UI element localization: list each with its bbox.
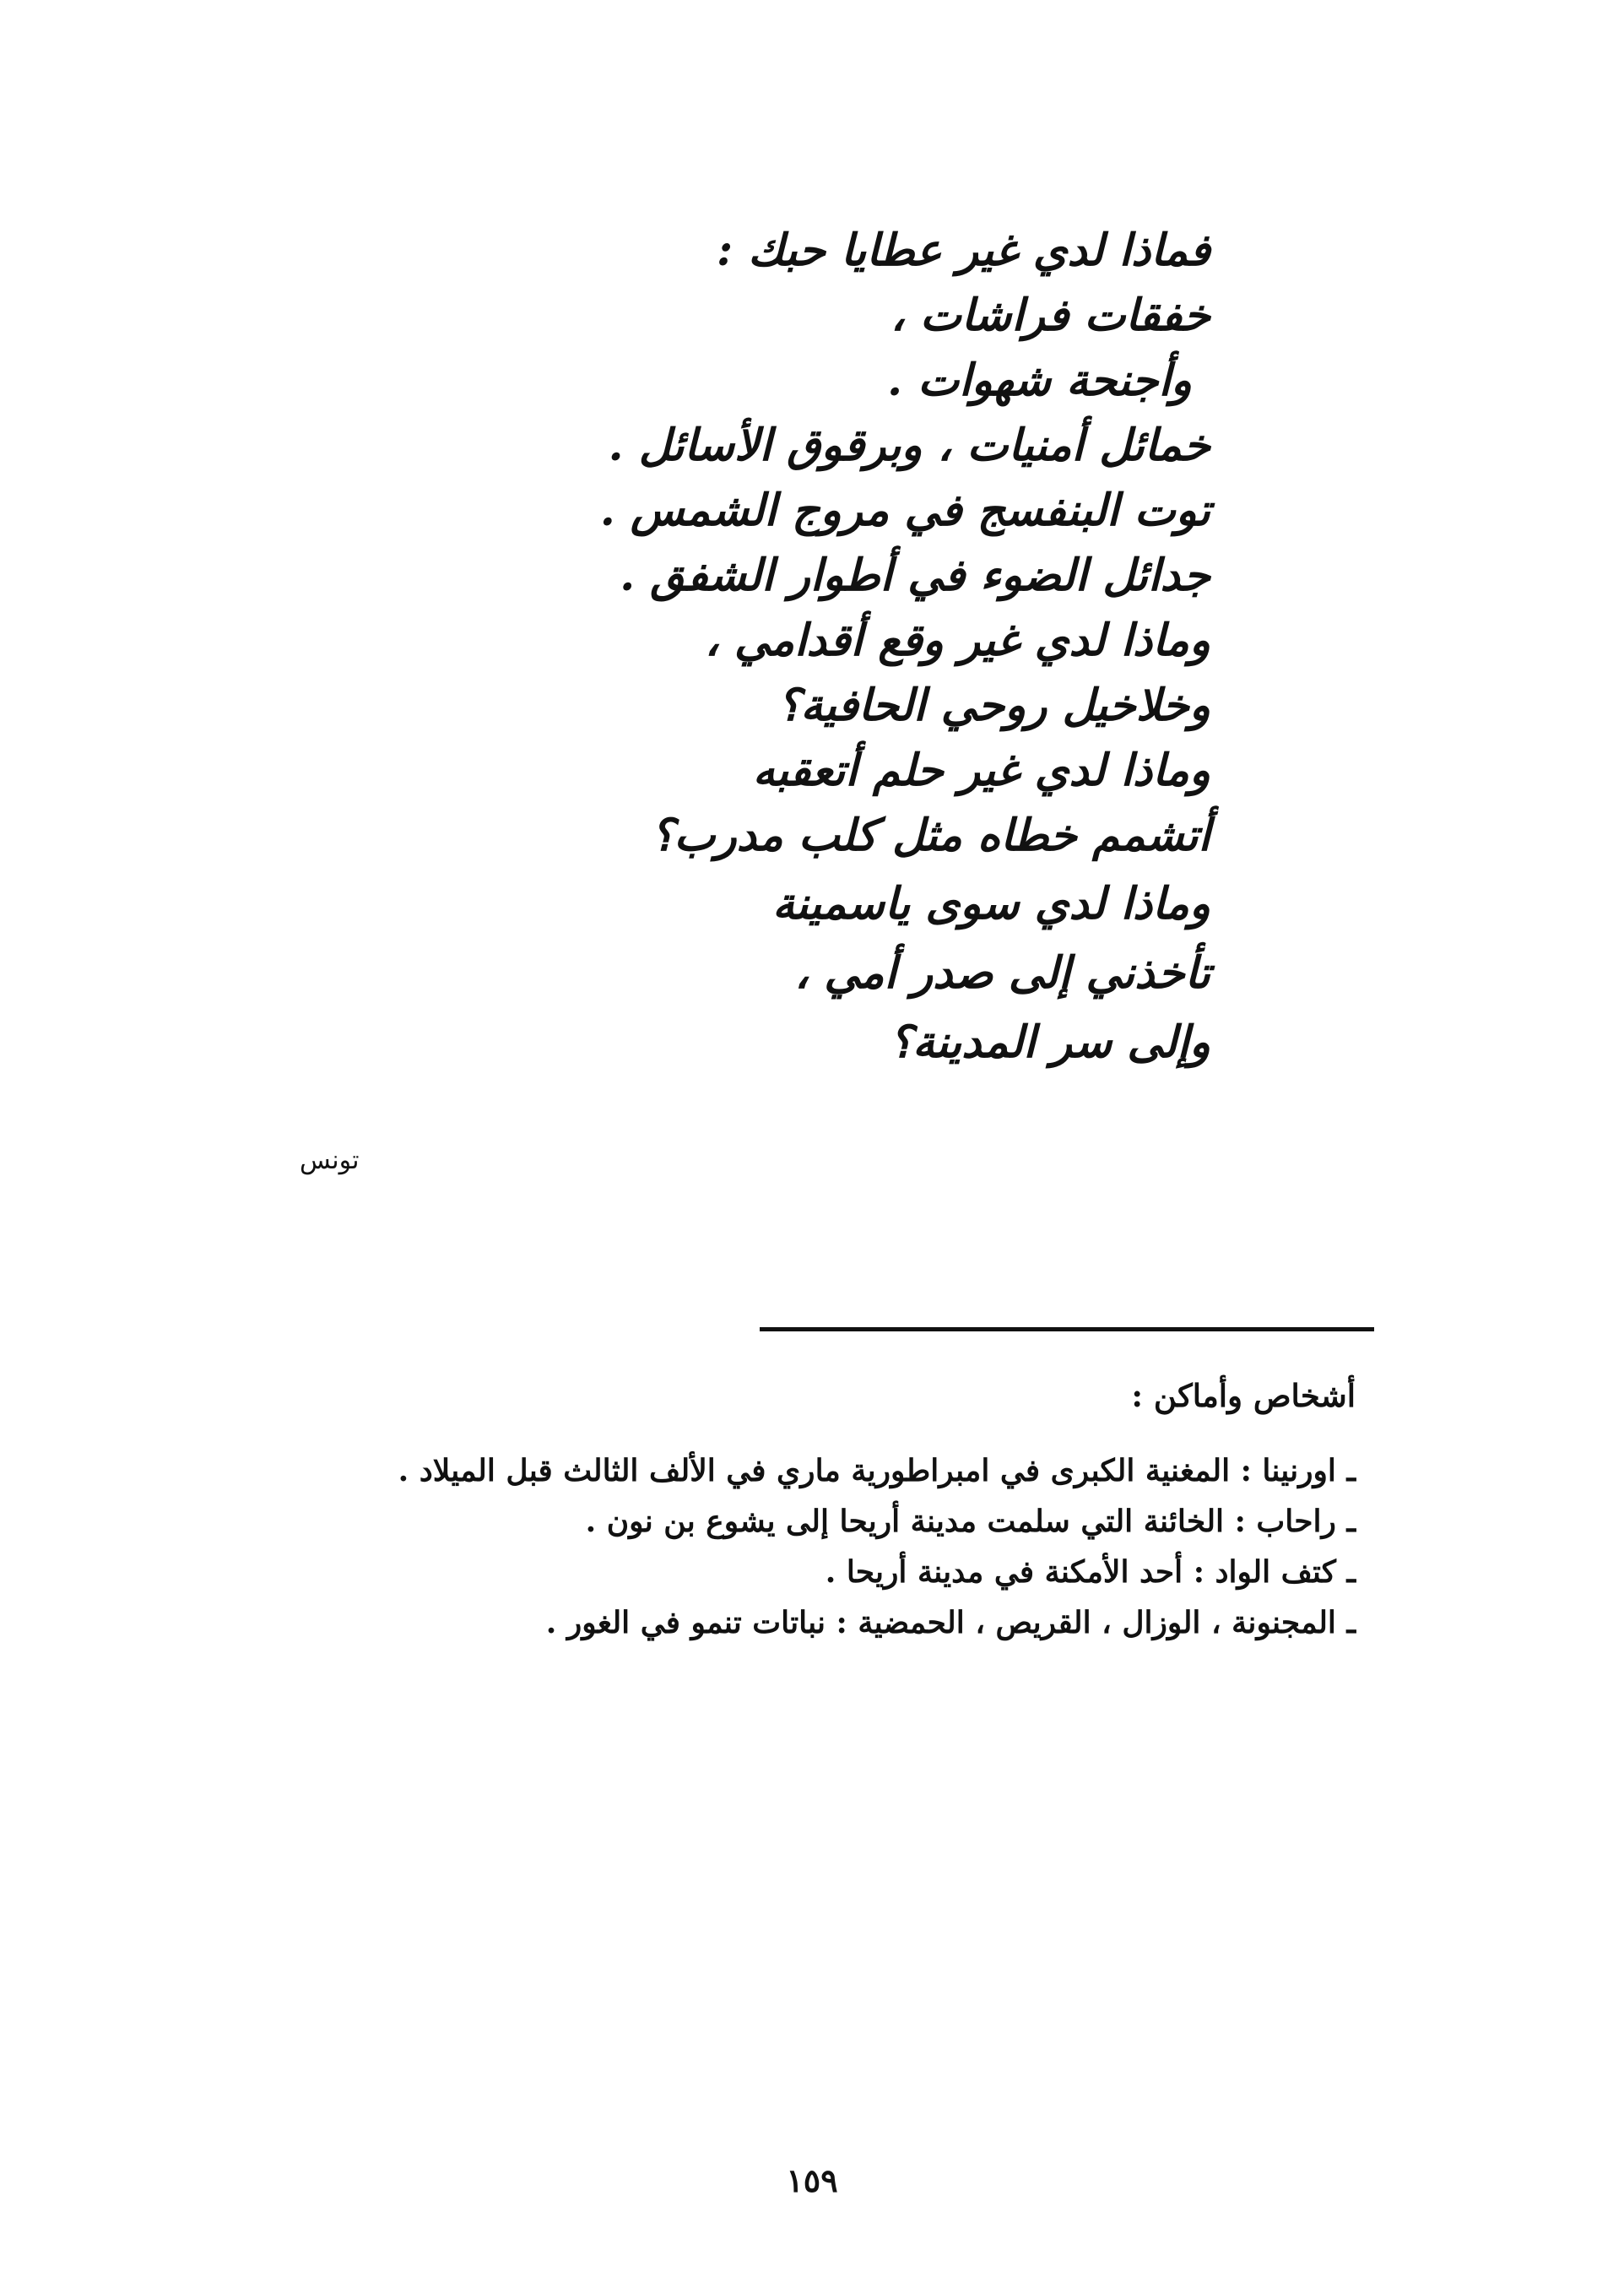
- poem-line: تأخذني إلى صدر أمي ،: [794, 947, 1210, 999]
- poem-line: وأجنحة شهوات .: [887, 355, 1192, 406]
- poem-line: جدائل الضوء في أطوار الشفق .: [620, 550, 1210, 601]
- footnotes-title: أشخاص وأماكن :: [1131, 1377, 1356, 1414]
- poem-line: وخلاخيل روحي الحافية؟: [777, 680, 1210, 731]
- page-number: ١٥٩: [786, 2161, 838, 2199]
- poem-stanza-1: [282, 218, 1210, 868]
- place-signature: تونس: [300, 1146, 360, 1175]
- footnote-divider: [760, 1327, 1374, 1331]
- poem-line: خمائل أمنيات ، وبرقوق الأسائل .: [608, 420, 1210, 471]
- poem-stanza-2: [282, 870, 1210, 1077]
- poem-line: توت البنفسج في مروج الشمس .: [599, 485, 1210, 536]
- poem-line: وإلى سر المدينة؟: [889, 1016, 1210, 1068]
- poem-line: فماذا لدي غير عطايا حبك :: [717, 225, 1210, 276]
- poem-line: وماذا لدي غير حلم أتعقبه: [752, 745, 1210, 796]
- footnote-item: ـ اورنينا : المغنية الكبرى في امبراطورية ماري في الألف الثالث قبل الميلاد .: [398, 1453, 1356, 1488]
- poem-line: وماذا لدي غير وقع أقدامي ،: [704, 615, 1210, 666]
- footnote-item: ـ راحاب : الخائنة التي سلمت مدينة أريحا إلى يشوع بن نون .: [585, 1504, 1356, 1539]
- poem-line: أتشمم خطاه مثل كلب مدرب؟: [650, 810, 1210, 861]
- footnote-item: ـ المجنونة ، الوزال ، القريص ، الحمضية : نباتات تنمو في الغور .: [545, 1605, 1356, 1640]
- footnote-item: ـ كتف الواد : أحد الأمكنة في مدينة أريحا .: [825, 1554, 1356, 1590]
- poem-line: خفقات فراشات ،: [890, 290, 1210, 341]
- footnotes-list: [258, 1445, 1356, 1648]
- footnotes: [258, 1374, 1356, 1648]
- poem-line: وماذا لدي سوى ياسمينة: [772, 878, 1210, 930]
